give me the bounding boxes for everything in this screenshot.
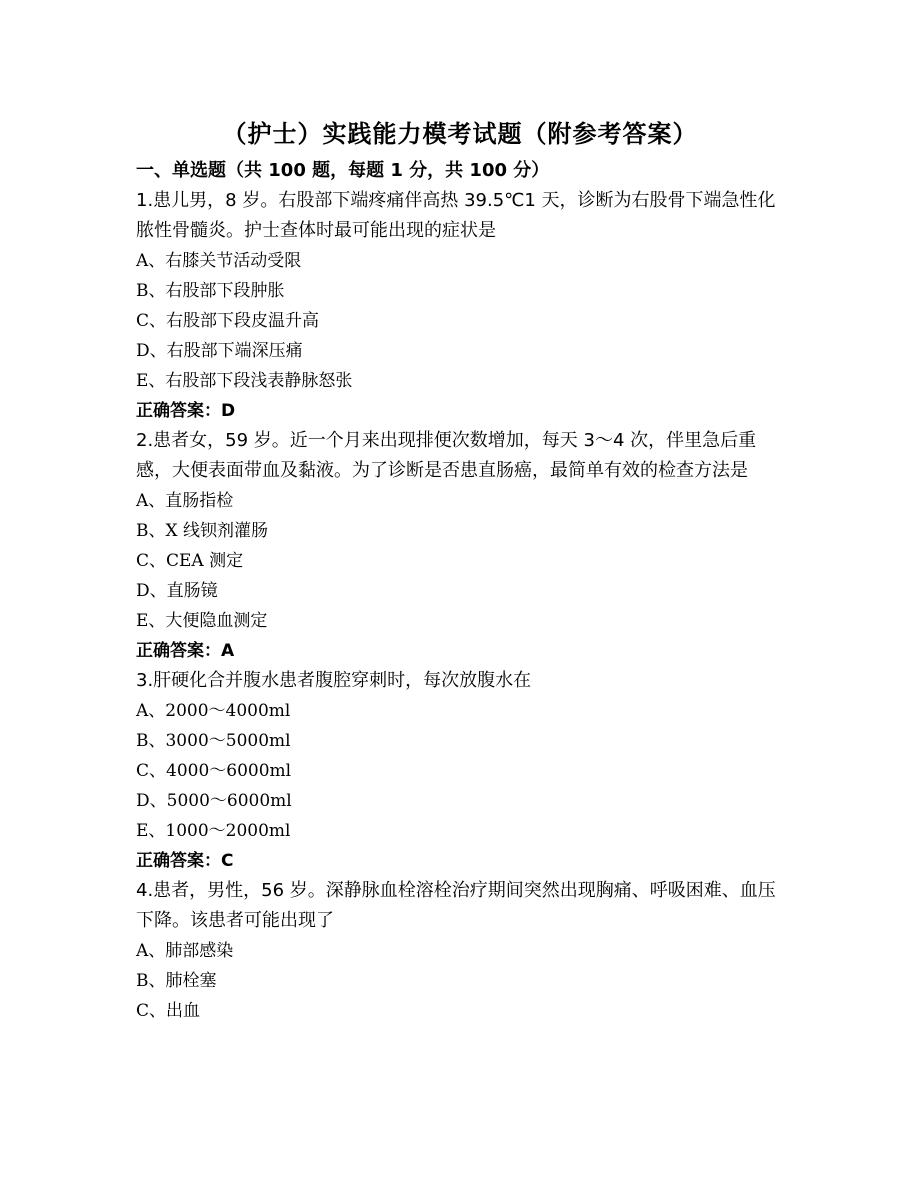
option-e: E、大便隐血测定 (136, 611, 268, 631)
question-stem: 1.患儿男，8 岁。右股部下端疼痛伴高热 39.5℃1 天，诊断为右股骨下端急性化脓性骨髓炎。护士查体时最可能出现的症状是 (136, 190, 776, 241)
option-d: D、5000～6000ml (136, 791, 292, 811)
option-b: B、X 线钡剂灌肠 (136, 521, 268, 541)
correct-answer: 正确答案：A (136, 641, 235, 661)
option-e: E、右股部下段浅表静脉怒张 (136, 371, 353, 391)
option-d: D、直肠镜 (136, 581, 218, 601)
option-a: A、右膝关节活动受限 (136, 251, 302, 271)
option-b: B、3000～5000ml (136, 731, 291, 751)
question-block (136, 186, 786, 426)
question-stem: 3.肝硬化合并腹水患者腹腔穿刺时，每次放腹水在 (136, 670, 532, 691)
option-c: C、4000～6000ml (136, 761, 292, 781)
option-a: A、肺部感染 (136, 941, 234, 961)
document-body (136, 156, 786, 1026)
option-c: C、出血 (136, 1001, 201, 1021)
option-c: C、右股部下段皮温升高 (136, 311, 320, 331)
section-heading: 一、单选题（共 100 题，每题 1 分，共 100 分） (136, 160, 550, 181)
question-block (136, 426, 786, 666)
correct-answer: 正确答案：D (136, 401, 236, 421)
question-block (136, 876, 786, 1026)
option-b: B、右股部下段肿胀 (136, 281, 285, 301)
option-a: A、直肠指检 (136, 491, 234, 511)
option-b: B、肺栓塞 (136, 971, 217, 991)
document-title: （护士）实践能力模考试题（附参考答案） (222, 120, 698, 148)
option-c: C、CEA 测定 (136, 551, 244, 571)
question-stem: 4.患者，男性，56 岁。深静脉血栓溶栓治疗期间突然出现胸痛、呼吸困难、血压下降。该患者可能出现了 (136, 880, 776, 931)
option-d: D、右股部下端深压痛 (136, 341, 303, 361)
question-block (136, 666, 786, 876)
question-stem: 2.患者女，59 岁。近一个月来出现排便次数增加，每天 3～4 次，伴里急后重感，大便表面带血及黏液。为了诊断是否患直肠癌，最简单有效的检查方法是 (136, 430, 757, 481)
option-a: A、2000～4000ml (136, 701, 291, 721)
correct-answer: 正确答案：C (136, 851, 234, 871)
option-e: E、1000～2000ml (136, 821, 291, 841)
